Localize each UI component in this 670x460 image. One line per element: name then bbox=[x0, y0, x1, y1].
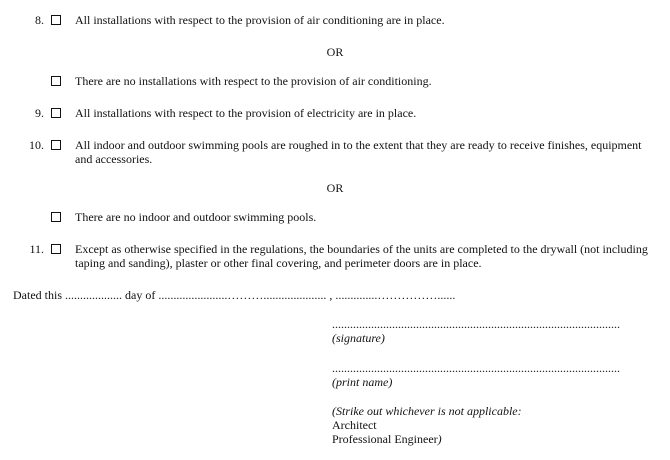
option-architect: Architect bbox=[332, 418, 377, 432]
signature-label: (signature) bbox=[332, 331, 385, 345]
or-separator: OR bbox=[326, 45, 344, 59]
item-number: 8. bbox=[35, 13, 44, 27]
item-text: All installations with respect to the provision of air conditioning are in place. bbox=[75, 13, 445, 27]
checkbox[interactable] bbox=[51, 108, 61, 118]
item-text: There are no installations with respect to the provision of air conditioning. bbox=[75, 74, 432, 88]
item-text: All installations with respect to the provision of electricity are in place. bbox=[75, 106, 417, 120]
checkbox[interactable] bbox=[51, 140, 61, 150]
item-text: All indoor and outdoor swimming pools are roughed in to the extent that they are ready to receive finishes, equipment and accessories. bbox=[75, 138, 642, 166]
option-engineer: Professional Engineer bbox=[332, 432, 438, 446]
checkbox[interactable] bbox=[51, 15, 61, 25]
signature-line: ................................................................................................ bbox=[332, 317, 620, 331]
item-number: 9. bbox=[35, 106, 44, 120]
strike-instruction: (Strike out whichever is not applicable: bbox=[332, 404, 522, 418]
close-paren: ) bbox=[437, 432, 442, 446]
checkbox[interactable] bbox=[51, 244, 61, 254]
checkbox[interactable] bbox=[51, 212, 61, 222]
item-text: There are no indoor and outdoor swimming pools. bbox=[75, 210, 317, 224]
option-engineer-line bbox=[332, 432, 442, 446]
item-number: 11. bbox=[29, 242, 44, 256]
print-name-line: ................................................................................................ bbox=[332, 361, 620, 375]
item-number: 10. bbox=[29, 138, 44, 152]
print-name-label: (print name) bbox=[332, 375, 393, 389]
dated-line: Dated this ................... day of .......................………..................... , ..............……………...... bbox=[13, 288, 456, 302]
checkbox[interactable] bbox=[51, 76, 61, 86]
or-separator: OR bbox=[326, 181, 344, 195]
item-text: Except as otherwise specified in the regulations, the boundaries of the units are completed to the drywall (not including taping and sanding), plaster or other final covering, and perimeter doors are in place. bbox=[75, 242, 648, 270]
